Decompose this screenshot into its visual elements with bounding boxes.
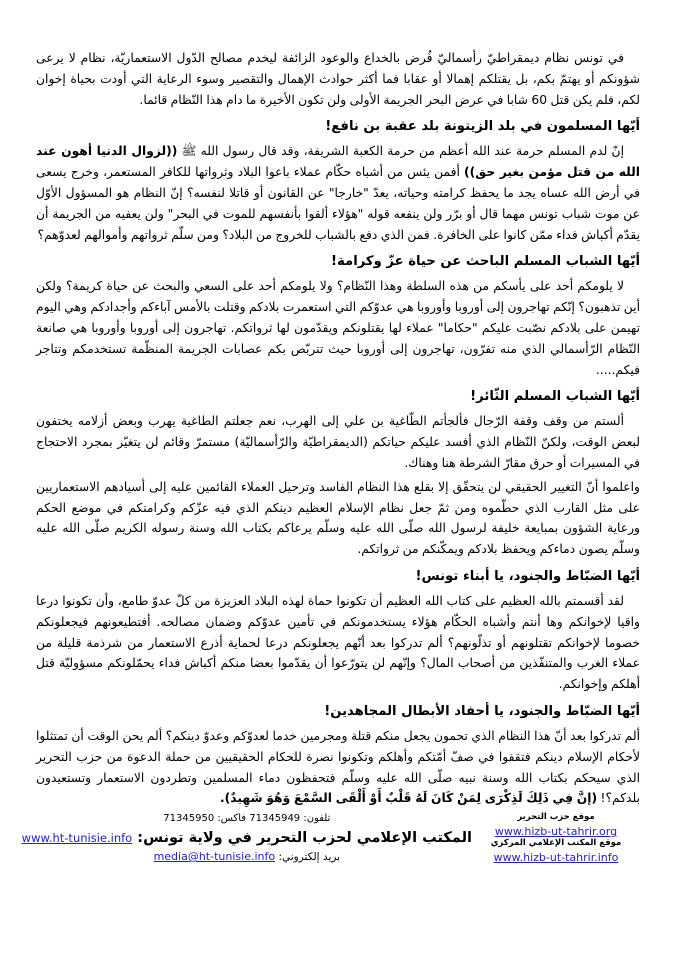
paragraph-sanctity <box>36 141 640 245</box>
email-label: بريد إلكتروني: <box>278 851 341 864</box>
paragraph-sanctity-rest: أفمن يئس من أشباه حكّام عملاء باعوا البلاد وثرواتها للكافر المستعمر، وخرج يسعى في أرض الله عساه يجد ما يحفظ كرامته وحياته، يعدّ "خارجا" عن القانون أو قاتلا لنفسه؟ إنّ النظام هو المسؤول الأوّل عن موت شباب تونس مهما قال أو برّر ولن ينفعه قوله "هؤلاء ألقوا بأنفسهم للموت في البحر" ولن يعفيه من الجريمة أن يقدّم أكباش فداء ممّن كانوا على الخافرة. فمن الذي دفع بالشباب للخروج من البلاد؟ ومن سلّم ثرواتهم وأموالهم لعدوّهم؟ <box>36 165 640 242</box>
paragraph-real-change-text: واعلموا أنّ التغيير الحقيقي لن يتحقّق إلا بقلع هذا النظام الفاسد وترحيل العملاء القائمين عليه إلى أسيادهم الاستعماريين على مثل القارب الذي حطّموه ومن ثمّ جعل نظام الإسلام العظيم دينكم الذي فيه عزّكم وكرامتكم في موضع الحكم ورعاية الشؤون بمبايعة خليفة لرسول الله صلّى الله عليه وسلّم يرعاكم بكتاب الله وسنة رسوله الكريم صلّى الله عليه وسلّم يصون دماءكم ويحفظ بلادكم ويمكّنكم من ثرواتكم. <box>36 479 640 557</box>
heading-officers-sons-of-tunis: أيّها الضبّاط والجنود، يا أبناء تونس! <box>415 568 640 584</box>
hizb-org-link[interactable]: www.hizb-ut-tahrir.org <box>494 825 618 839</box>
tunisia-site-link[interactable]: www.ht-tunisie.info <box>21 831 133 846</box>
phone-fax-line: تلفون: 71345949 فاكس: 71345950 <box>163 813 331 825</box>
footer-sites-column <box>472 812 640 864</box>
paragraph-oath <box>36 591 640 695</box>
central-media-office-label: موقع المكتب الإعلامي المركزي <box>490 838 622 849</box>
heading-revolutionary-youth: أيّها الشباب المسلم الثّائر! <box>470 389 640 405</box>
paragraph-uprising-text: ألستم من وقف وقفة الرّجال فألجأتم الطّاغية بن علي إلى الهرب، نعم جعلتم الطاغية يهرب وبعض أزلامه يختفون لبعض الوقت، ولكنّ النّظام الذي أفسد عليكم حياتكم (الديمقراطيّة والرّأسماليّة) مستمرّ وقائم لن يتغيّر بمجرد الاحتجاج في المسيرات أو حرق مقارّ الشرطة هنا وهناك. <box>36 414 640 470</box>
heading-muslims-of-zaytuna: أيّها المسلمون في بلد الزيتونة بلد عقبة بن نافع! <box>325 119 640 135</box>
paragraph-sanctity-lead: إنّ لدم المسلم حرمة عند الله أعظم من حرمة الكعبة الشريفة، وقد قال رسول الله ﷺ <box>177 144 624 159</box>
paragraph-oath-text: لقد أقسمتم بالله العظيم على كتاب الله العظيم أن تكونوا حماة لهذه البلاد العزيزة من كلّ عدوّ طامع، وأن تكونوا درعا واقيا لإخوانكم وها أنتم وأشباه الحكّام هؤلاء يستخدمونكم في تأمين عدوّكم وضمان مصالحه. أفتطيعونهم فيجعلونكم خصوما لإخوانكم تقتلونهم أو تذلّونهم؟ ألم تدركوا بعد أنّهم يجعلونكم درعا لحماية أذرع الاستعمار من شرذمة قليلة من عملاء الغرب والمتنفّذين من أصحاب المال؟ وإنّهم لن يتورّعوا أن يقدّموا بعضا منكم أكباش فداء يحمّلونكم مسؤوليّة قتل أهلكم وإخوانكم. <box>36 593 640 692</box>
paragraph-final-call <box>36 726 640 809</box>
footer-office-block <box>0 812 472 865</box>
paragraph-migration-text: لا يلومكم أحد على يأسكم من هذه السلطة وهذا النّظام؟ ولا يلومكم أحد على السعي والبحث عن حياة كريمة؟ ولكن أين تذهبون؟ إنّكم تهاجرون إلى أوروبا وأوروبا هي عدوّكم التي استعمرت بلادكم وقتلت بالأمس آباءكم وأجدادكم وهي اليوم تهيمن على بلادكم نصّبت عليكم "حكاما" عملاء لها يقتلونكم ويقدّمون لها ثرواتكم. تهاجرون إلى أوروبا وأوروبا هي صانعة النّظام الرّأسمالي الذي منه تفرّون، تهاجرون إلى أوروبا حيث تتربّص بكم عصابات الجريمة المنظّمة تستخدمكم وتتاجر فيكم..... <box>36 279 640 377</box>
hizb-site-label: موقع حزب التحرير <box>517 812 595 823</box>
paragraph-intro <box>36 48 640 110</box>
heading-youth-seeking-dignity: أيّها الشباب المسلم الباحث عن حياة عزّ وكرامة! <box>331 254 640 270</box>
paragraph-real-change <box>36 477 640 560</box>
email-link[interactable]: media@ht-tunisie.info <box>153 850 276 864</box>
hadith-quote: ((لزوال الدنيا أهون عند الله من قتل مؤمن بغير حق)) <box>36 144 641 180</box>
hizb-info-link[interactable]: www.hizb-ut-tahrir.info <box>493 851 619 865</box>
paragraph-intro-text: في تونس نظام ديمقراطيّ رأسماليّ فُرض بالخداع والوعود الزائفة ليخدم مصالح الدّول الاستعماريّة، نظام لا يرعى شؤونكم أو يهتمّ بكم، بل يقتلكم إهمالا أو عقابا فما أكثر حوادث الإهمال والتقصير وسوء الرعاية التي أودت بحياة إخوان لكم، فلم يكن قتل 60 شابا في عرض البحر الجريمة الأولى ولن تكون الأخيرة ما دام هذا النّظام قائما. <box>36 51 640 107</box>
media-office-title-row <box>22 826 472 849</box>
footer <box>21 812 640 865</box>
media-office-title: المكتب الإعلامي لحزب التحرير في ولاية تونس: <box>137 830 472 847</box>
email-row <box>22 849 472 865</box>
quran-verse: (إنَّ فِي ذَلِكَ لَذِكْرَى لِمَنْ كَانَ لَهُ قَلْبٌ أَوْ أَلْقَى السَّمْعَ وَهُوَ شَهِيدٌ). <box>219 791 598 806</box>
paragraph-uprising <box>36 411 640 473</box>
paragraph-final-call-text: ألم تدركوا بعد أنّ هذا النظام الذي تحمون يجعل منكم قتلة ومجرمين خدما لعدوّكم وعدوّ دينكم؟ ألم يحن الوقت أن تمتثلوا لأحكام الإسلام دينكم فتقفوا في صفّ أمّتكم وأهلكم وتكونوا نصرة للحكام الحقيقيين من حملة الدعوة من حزب التحرير الذي سيحكم بكتاب الله وسنة نبيه صلّى الله عليه وسلّم فتحفظون دماء المسلمين وتطردون الاستعمار وتستعيدون بلدكم؟! <box>36 728 640 806</box>
heading-officers-grandsons-of-heroes: أيّها الضبّاط والجنود، يا أحفاد الأبطال المجاهدين! <box>324 703 640 719</box>
paragraph-migration <box>36 276 640 380</box>
